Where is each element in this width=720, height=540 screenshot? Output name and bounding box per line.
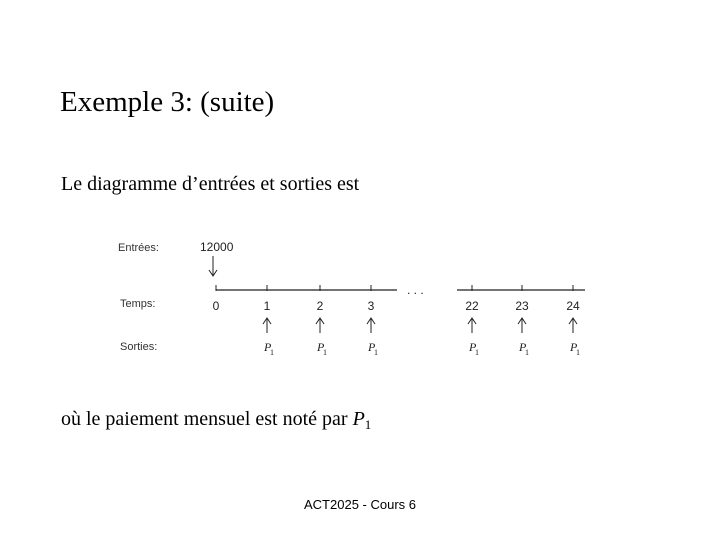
inflow-amount: 12000 <box>200 240 234 254</box>
label-sorties: Sorties: <box>120 341 158 353</box>
tick-label: 2 <box>316 299 324 313</box>
inflow-arrow <box>209 256 217 276</box>
payment-label: P <box>317 340 325 354</box>
tick-label: 23 <box>515 299 529 313</box>
payment-arrow <box>569 318 580 357</box>
label-entrees: Entrées: <box>118 242 159 254</box>
label-temps: Temps: <box>120 298 156 310</box>
timeline-ticks <box>213 285 580 313</box>
note-text <box>61 406 371 438</box>
payment-arrows <box>263 318 580 357</box>
note-variable: P <box>352 408 365 430</box>
tick-label: 24 <box>566 299 580 313</box>
payment-label-subscript: 1 <box>270 348 274 357</box>
intro-text: Le diagramme d’entrées et sorties est <box>61 173 360 195</box>
payment-label-subscript: 1 <box>525 348 529 357</box>
payment-arrow <box>518 318 529 357</box>
payment-arrow <box>316 318 327 357</box>
payment-arrow <box>367 318 378 357</box>
tick-label: 22 <box>465 299 479 313</box>
note-subscript: 1 <box>364 417 372 432</box>
tick-label: 0 <box>212 299 220 313</box>
tick-label: 1 <box>263 299 271 313</box>
payment-label-subscript: 1 <box>475 348 479 357</box>
slide-title: Exemple 3: (suite) <box>60 86 275 118</box>
timeline-ellipsis: . . . <box>407 283 424 297</box>
payment-arrow <box>468 318 479 357</box>
footer: ACT2025 - Cours 6 <box>304 497 416 512</box>
payment-label: P <box>264 340 272 354</box>
payment-label-subscript: 1 <box>374 348 378 357</box>
payment-label: P <box>570 340 578 354</box>
payment-label: P <box>469 340 477 354</box>
payment-label-subscript: 1 <box>323 348 327 357</box>
payment-label: P <box>368 340 376 354</box>
payment-arrow <box>263 318 274 357</box>
note-prefix: où le paiement mensuel est noté par <box>61 408 353 430</box>
payment-label: P <box>519 340 527 354</box>
payment-label-subscript: 1 <box>576 348 580 357</box>
tick-label: 3 <box>367 299 375 313</box>
